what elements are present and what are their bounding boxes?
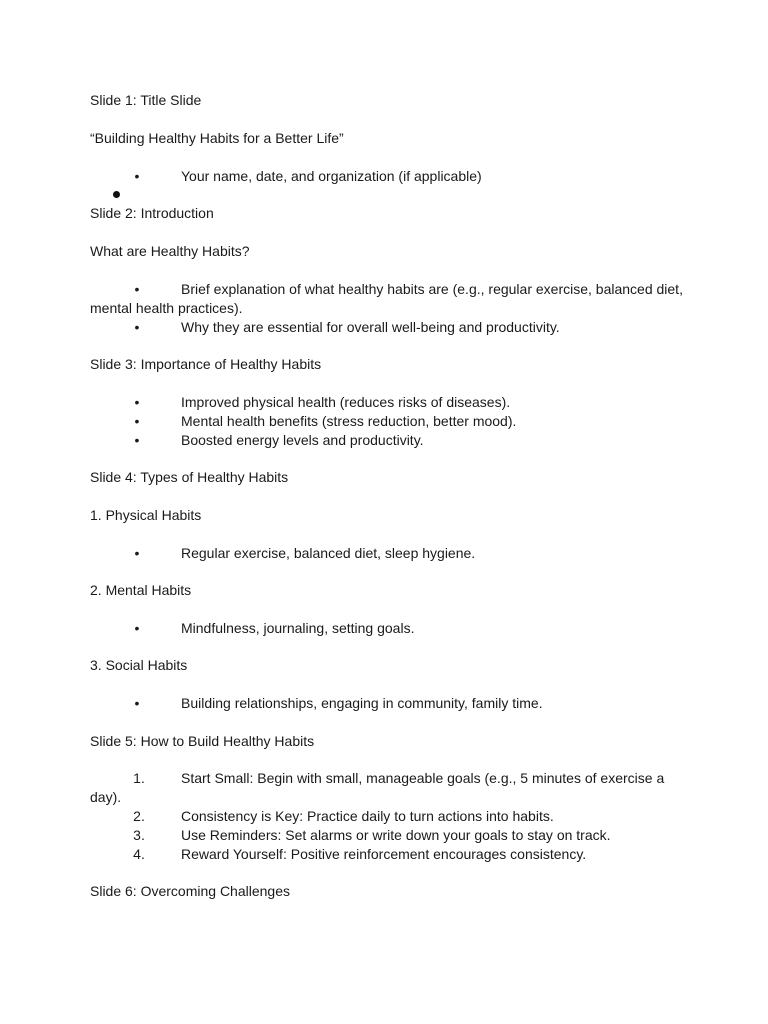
list-item-text: Mental health benefits (stress reduction, better mood). [181,413,517,429]
list-item [90,769,690,807]
number-marker: 3. [133,827,145,843]
list-item-text: Use Reminders: Set alarms or write down your goals to stay on track. [181,827,611,843]
number-marker: 2. [133,808,145,824]
list-item-text: Consistency is Key: Practice daily to turn actions into habits. [181,808,554,824]
list-item [90,694,690,713]
list-item-text: Regular exercise, balanced diet, sleep hygiene. [181,545,476,561]
bullet-marker: • [134,620,140,636]
bullet-marker: • [134,281,140,297]
list-item-text: Start Small: Begin with small, manageable goals (e.g., 5 minutes of exercise a day). [90,770,665,805]
list-item [90,845,690,864]
slide2-question: What are Healthy Habits? [90,243,250,259]
bullet-marker: • [134,394,140,410]
bullet-marker: • [134,695,140,711]
list-item [90,826,690,845]
list-item [90,280,690,318]
slide6-heading: Slide 6: Overcoming Challenges [90,883,290,899]
bullet-marker: • [134,432,140,448]
list-item-text: Your name, date, and organization (if applicable) [181,168,482,184]
list-item [90,544,690,563]
list-item [90,807,690,826]
slide4-heading: Slide 4: Types of Healthy Habits [90,469,289,485]
list-item-text: Why they are essential for overall well-being and productivity. [181,319,560,335]
social-habits-heading: 3. Social Habits [90,657,188,673]
bullet-marker: • [134,545,140,561]
list-item-text: Improved physical health (reduces risks of diseases). [181,394,511,410]
bullet-marker: • [134,168,140,184]
physical-habits-heading: 1. Physical Habits [90,507,202,523]
number-marker: 1. [133,770,145,786]
slide1-heading: Slide 1: Title Slide [90,92,202,108]
list-item [90,318,690,337]
list-item [90,167,690,186]
bullet-marker: • [134,319,140,335]
list-item [90,619,690,638]
list-item [90,393,690,412]
list-item [90,412,690,431]
stray-bullet-icon [113,191,120,198]
list-item-text: Building relationships, engaging in community, family time. [181,695,543,711]
list-item-text: Reward Yourself: Positive reinforcement encourages consistency. [181,846,587,862]
slide2-heading: Slide 2: Introduction [90,205,214,221]
number-marker: 4. [133,846,145,862]
mental-habits-heading: 2. Mental Habits [90,582,192,598]
bullet-marker: • [134,413,140,429]
slide1-title: “Building Healthy Habits for a Better Life” [90,130,344,146]
list-item-text: Brief explanation of what healthy habits are (e.g., regular exercise, balanced diet, mental health practices). [90,281,683,316]
list-item-text: Boosted energy levels and productivity. [181,432,424,448]
list-item-text: Mindfulness, journaling, setting goals. [181,620,415,636]
slide5-heading: Slide 5: How to Build Healthy Habits [90,733,315,749]
list-item [90,431,690,450]
slide3-heading: Slide 3: Importance of Healthy Habits [90,356,322,372]
